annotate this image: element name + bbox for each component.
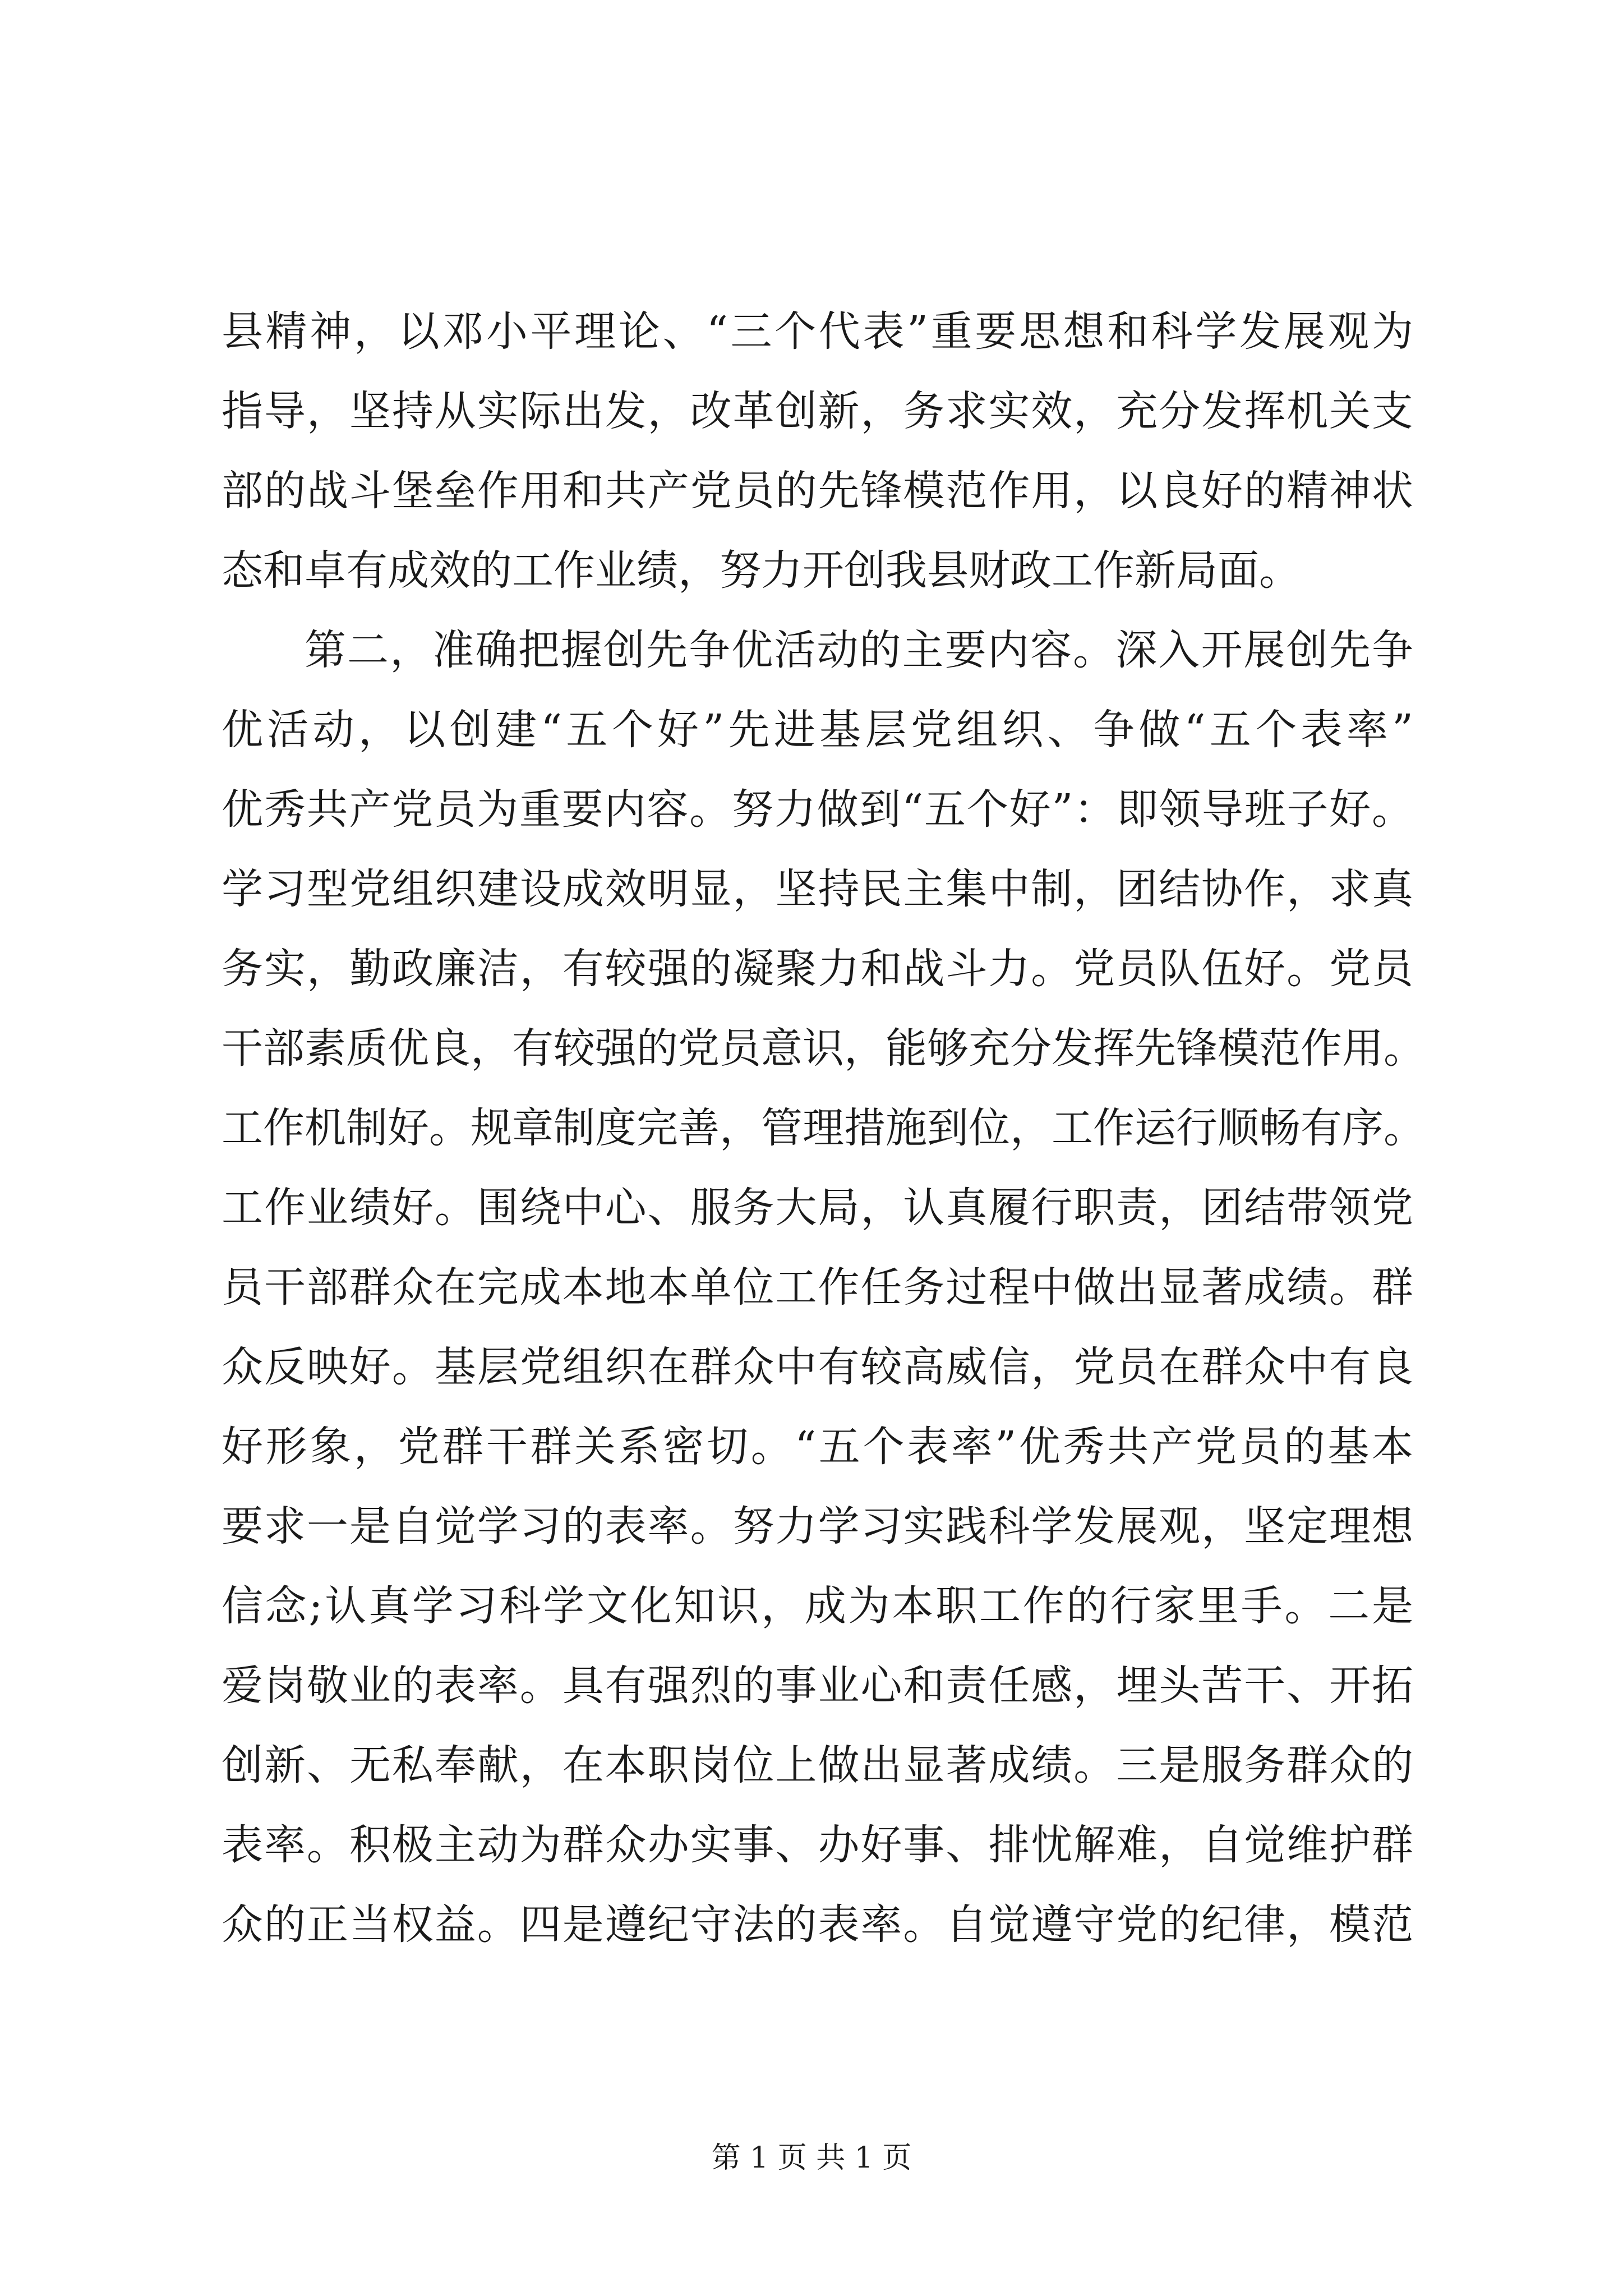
- text-line: 优活动，以创建“五个好”先进基层党组织、争做“五个表率”: [222, 706, 1413, 754]
- text-line: 第二，准确把握创先争优活动的主要内容。深入开展创先争: [305, 626, 1413, 674]
- text-line: 工作业绩好。围绕中心、服务大局，认真履行职责，团结带领党: [222, 1184, 1413, 1232]
- text-line: 县精神，以邓小平理论、“三个代表”重要思想和科学发展观为: [222, 307, 1413, 356]
- text-line: 学习型党组织建设成效明显，坚持民主集中制，团结协作，求真: [222, 865, 1413, 913]
- text-line: 创新、无私奉献，在本职岗位上做出显著成绩。三是服务群众的: [222, 1741, 1413, 1789]
- document-body: [222, 292, 1425, 1964]
- text-line: 指导，坚持从实际出发，改革创新，务求实效，充分发挥机关支: [222, 387, 1413, 435]
- text-line: 爱岗敬业的表率。具有强烈的事业心和责任感，埋头苦干、开拓: [222, 1662, 1413, 1710]
- text-line: 优秀共产党员为重要内容。努力做到“五个好”：即领导班子好。: [222, 785, 1413, 834]
- text-line: 众的正当权益。四是遵纪守法的表率。自觉遵守党的纪律，模范: [222, 1901, 1413, 1949]
- text-line: 好形象，党群干群关系密切。“五个表率”优秀共产党员的基本: [222, 1423, 1413, 1471]
- text-line: 工作机制好。规章制度完善，管理措施到位，工作运行顺畅有序。: [222, 1104, 1425, 1152]
- text-line: 表率。积极主动为群众办实事、办好事、排忧解难，自觉维护群: [222, 1821, 1413, 1869]
- text-line: 务实，勤政廉洁，有较强的凝聚力和战斗力。党员队伍好。党员: [222, 945, 1413, 993]
- page-footer: [0, 2138, 1623, 2178]
- text-line: 信念;认真学习科学文化知识，成为本职工作的行家里手。二是: [222, 1582, 1413, 1630]
- text-line: 要求一是自觉学习的表率。努力学习实践科学发展观，坚定理想: [222, 1502, 1413, 1550]
- text-line: 干部素质优良，有较强的党员意识，能够充分发挥先锋模范作用。: [222, 1024, 1425, 1073]
- page-number-label: 第 1 页 共 1 页: [711, 2141, 912, 2175]
- text-line: 部的战斗堡垒作用和共产党员的先锋模范作用，以良好的精神状: [222, 467, 1413, 515]
- text-line: 态和卓有成效的工作业绩，努力开创我县财政工作新局面。: [222, 546, 1301, 595]
- text-line: 员干部群众在完成本地本单位工作任务过程中做出显著成绩。群: [222, 1263, 1413, 1312]
- text-line: 众反映好。基层党组织在群众中有较高威信，党员在群众中有良: [222, 1343, 1413, 1391]
